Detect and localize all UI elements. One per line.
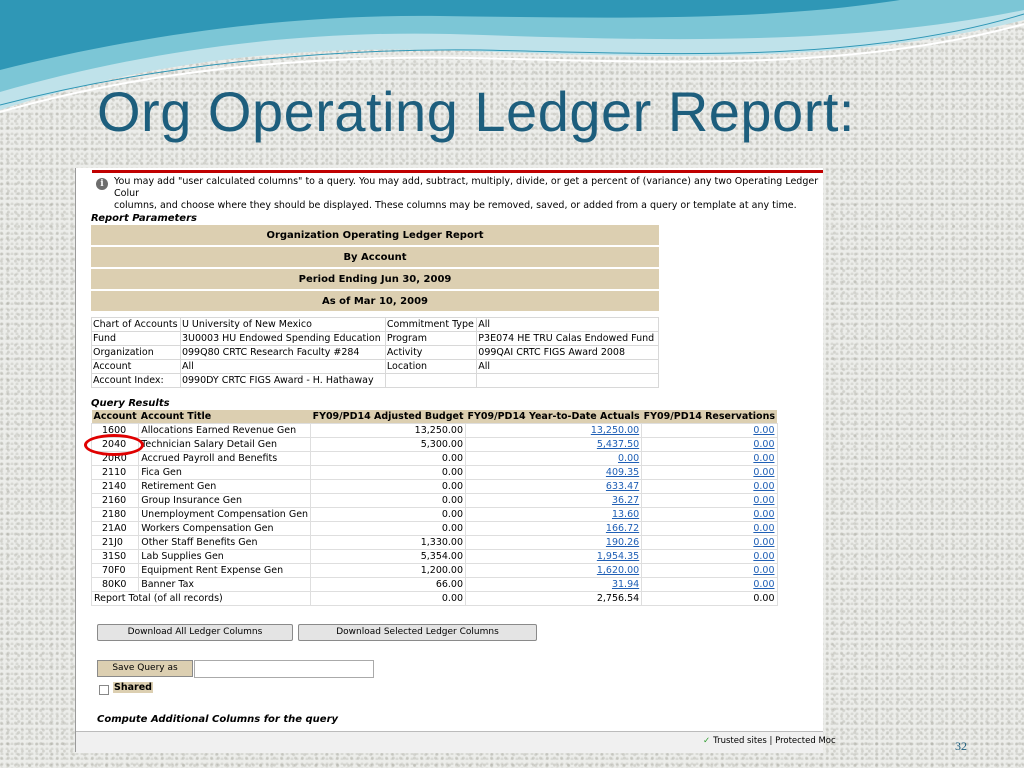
col-header[interactable]: FY09/PD14 Reservations xyxy=(643,411,775,422)
total-label: Report Total (of all records) xyxy=(92,592,311,606)
account-title: Fica Gen xyxy=(139,466,311,480)
adjusted-budget: 5,300.00 xyxy=(311,438,466,452)
col-header[interactable]: FY09/PD14 Adjusted Budget xyxy=(312,411,464,422)
account-code: 20R0 xyxy=(92,452,139,466)
ytd-actuals[interactable] xyxy=(466,438,642,452)
reservations[interactable] xyxy=(642,438,777,452)
param-value: All xyxy=(477,318,659,332)
reservations[interactable] xyxy=(642,452,777,466)
reservations[interactable] xyxy=(642,522,777,536)
account-code: 80K0 xyxy=(92,578,139,592)
report-parameters-heading: Report Parameters xyxy=(91,213,197,224)
ytd-actuals[interactable] xyxy=(466,424,642,438)
table-row xyxy=(92,508,778,522)
reservations-link[interactable]: 0.00 xyxy=(753,523,775,534)
total-row xyxy=(92,592,778,606)
col-header[interactable]: Account xyxy=(93,411,137,422)
param-value: 3U0003 HU Endowed Spending Education xyxy=(180,332,385,346)
adjusted-budget: 66.00 xyxy=(311,578,466,592)
ytd-actuals[interactable] xyxy=(466,480,642,494)
download-selected-button[interactable]: Download Selected Ledger Columns xyxy=(298,624,537,641)
reservations-link[interactable]: 0.00 xyxy=(753,537,775,548)
table-row xyxy=(92,424,778,438)
ytd-actuals[interactable] xyxy=(466,522,642,536)
results-body xyxy=(92,424,778,592)
ytd-actuals-link[interactable]: 633.47 xyxy=(605,481,640,492)
account-code: 1600 xyxy=(92,424,139,438)
ytd-actuals[interactable] xyxy=(466,550,642,564)
account-code: 21A0 xyxy=(92,522,139,536)
ytd-actuals[interactable] xyxy=(466,536,642,550)
param-label: Chart of Accounts xyxy=(92,318,181,332)
reservations[interactable] xyxy=(642,424,777,438)
ytd-actuals-link[interactable]: 0.00 xyxy=(618,453,640,464)
param-value: U University of New Mexico xyxy=(180,318,385,332)
compute-columns-heading: Compute Additional Columns for the query xyxy=(97,714,339,725)
ytd-actuals-link[interactable]: 166.72 xyxy=(605,523,640,534)
account-title: Retirement Gen xyxy=(139,480,311,494)
banner-line: Period Ending Jun 30, 2009 xyxy=(91,268,659,290)
reservations-link[interactable]: 0.00 xyxy=(753,439,775,450)
param-label: Account Index: xyxy=(92,374,181,388)
reservations-link[interactable]: 0.00 xyxy=(753,453,775,464)
notice-text: You may add "user calculated columns" to a query. You may add, subtract, multiply, divide, or get a percent of (variance) any two Operating Ledger Colur columns, and choose where they should be displayed. These columns may be removed, saved, or added from a query or template at any time. xyxy=(114,176,819,211)
ytd-actuals-link[interactable]: 409.35 xyxy=(605,467,640,478)
param-row xyxy=(92,360,659,374)
reservations[interactable] xyxy=(642,550,777,564)
table-row xyxy=(92,536,778,550)
table-row xyxy=(92,480,778,494)
reservations[interactable] xyxy=(642,466,777,480)
reservations-link[interactable]: 0.00 xyxy=(753,551,775,562)
reservations[interactable] xyxy=(642,480,777,494)
param-label: Organization xyxy=(92,346,181,360)
ytd-actuals-link[interactable]: 31.94 xyxy=(611,579,640,590)
ytd-actuals[interactable] xyxy=(466,564,642,578)
account-title: Lab Supplies Gen xyxy=(139,550,311,564)
table-row xyxy=(92,522,778,536)
adjusted-budget: 0.00 xyxy=(311,508,466,522)
banner-line: Organization Operating Ledger Report xyxy=(91,225,659,246)
account-code: 70F0 xyxy=(92,564,139,578)
account-title: Banner Tax xyxy=(139,578,311,592)
param-label: Location xyxy=(385,360,476,374)
status-text: Trusted sites | Protected Moc xyxy=(713,736,836,746)
adjusted-budget: 1,330.00 xyxy=(311,536,466,550)
param-value: All xyxy=(477,360,659,374)
param-label: Fund xyxy=(92,332,181,346)
ytd-actuals-link[interactable]: 1,620.00 xyxy=(596,565,640,576)
param-value: 099Q80 CRTC Research Faculty #284 xyxy=(180,346,385,360)
table-row xyxy=(92,550,778,564)
account-code: 2040 xyxy=(92,438,139,452)
param-label: Account xyxy=(92,360,181,374)
param-row xyxy=(92,332,659,346)
slide-title: Org Operating Ledger Report: xyxy=(97,80,855,143)
reservations[interactable] xyxy=(642,508,777,522)
adjusted-budget: 5,354.00 xyxy=(311,550,466,564)
reservations[interactable] xyxy=(642,578,777,592)
table-row xyxy=(92,564,778,578)
zone-indicator xyxy=(703,736,836,746)
param-value: 0990DY CRTC FIGS Award - H. Hathaway xyxy=(180,374,385,388)
browser-screenshot xyxy=(75,168,836,752)
reservations-link[interactable]: 0.00 xyxy=(753,565,775,576)
ytd-actuals-link[interactable]: 13,250.00 xyxy=(590,425,640,436)
download-all-button[interactable]: Download All Ledger Columns xyxy=(97,624,293,641)
ytd-actuals[interactable] xyxy=(466,466,642,480)
account-code: 2160 xyxy=(92,494,139,508)
account-code: 2140 xyxy=(92,480,139,494)
adjusted-budget: 13,250.00 xyxy=(311,424,466,438)
param-label: Commitment Type xyxy=(385,318,476,332)
total-actuals: 2,756.54 xyxy=(466,592,642,606)
account-title: Other Staff Benefits Gen xyxy=(139,536,311,550)
table-row xyxy=(92,466,778,480)
account-title: Technician Salary Detail Gen xyxy=(139,438,311,452)
reservations[interactable] xyxy=(642,494,777,508)
status-bar xyxy=(76,731,836,753)
param-value: P3E074 HE TRU Calas Endowed Fund xyxy=(477,332,659,346)
adjusted-budget: 0.00 xyxy=(311,480,466,494)
adjusted-budget: 0.00 xyxy=(311,452,466,466)
adjusted-budget: 0.00 xyxy=(311,522,466,536)
ytd-actuals-link[interactable]: 5,437.50 xyxy=(596,439,640,450)
ytd-actuals-link[interactable]: 36.27 xyxy=(611,495,640,506)
table-row xyxy=(92,438,778,452)
reservations[interactable] xyxy=(642,536,777,550)
total-budget: 0.00 xyxy=(311,592,466,606)
banner-line: By Account xyxy=(91,246,659,268)
results-header-row xyxy=(92,410,778,424)
page-number: 32 xyxy=(955,739,967,753)
param-value: All xyxy=(180,360,385,374)
account-title: Workers Compensation Gen xyxy=(139,522,311,536)
account-code: 21J0 xyxy=(92,536,139,550)
account-code: 31S0 xyxy=(92,550,139,564)
account-title: Accrued Payroll and Benefits xyxy=(139,452,311,466)
table-row xyxy=(92,578,778,592)
param-value xyxy=(477,374,659,388)
highlight-circle xyxy=(84,434,144,456)
account-title: Group Insurance Gen xyxy=(139,494,311,508)
adjusted-budget: 0.00 xyxy=(311,466,466,480)
query-results-heading: Query Results xyxy=(91,398,170,409)
info-icon: i xyxy=(96,178,108,190)
adjusted-budget: 1,200.00 xyxy=(311,564,466,578)
ytd-actuals[interactable] xyxy=(466,508,642,522)
results-table xyxy=(91,410,778,606)
param-value: 099QAI CRTC FIGS Award 2008 xyxy=(477,346,659,360)
account-code: 2110 xyxy=(92,466,139,480)
reservations-link[interactable]: 0.00 xyxy=(753,495,775,506)
account-title: Unemployment Compensation Gen xyxy=(139,508,311,522)
total-reservations: 0.00 xyxy=(642,592,777,606)
param-label xyxy=(385,374,476,388)
table-row xyxy=(92,452,778,466)
ytd-actuals[interactable] xyxy=(466,494,642,508)
col-header[interactable]: Account Title xyxy=(139,410,311,424)
param-row xyxy=(92,318,659,332)
param-label: Program xyxy=(385,332,476,346)
ytd-actuals-link[interactable]: 1,954.35 xyxy=(596,551,640,562)
ytd-actuals-link[interactable]: 13.60 xyxy=(611,509,640,520)
account-code: 2180 xyxy=(92,508,139,522)
reservations-link[interactable]: 0.00 xyxy=(753,481,775,492)
account-title: Allocations Earned Revenue Gen xyxy=(139,424,311,438)
save-query-button[interactable]: Save Query as xyxy=(97,660,193,677)
reservations-link[interactable]: 0.00 xyxy=(753,579,775,590)
param-row xyxy=(92,374,659,388)
reservations-link[interactable]: 0.00 xyxy=(753,509,775,520)
adjusted-budget: 0.00 xyxy=(311,494,466,508)
ytd-actuals[interactable] xyxy=(466,578,642,592)
shared-label: Shared xyxy=(114,682,152,693)
check-icon: ✓ xyxy=(703,736,711,746)
reservations-link[interactable]: 0.00 xyxy=(753,467,775,478)
param-label: Activity xyxy=(385,346,476,360)
table-row xyxy=(92,494,778,508)
shared-checkbox[interactable] xyxy=(99,685,109,695)
report-banner xyxy=(91,225,659,313)
ytd-actuals-link[interactable]: 190.26 xyxy=(605,537,640,548)
reservations-link[interactable]: 0.00 xyxy=(753,425,775,436)
query-name-input[interactable] xyxy=(194,660,374,678)
col-header[interactable]: FY09/PD14 Year-to-Date Actuals xyxy=(467,411,640,422)
param-row xyxy=(92,346,659,360)
banner-line: As of Mar 10, 2009 xyxy=(91,290,659,312)
header-divider xyxy=(92,170,823,173)
ytd-actuals[interactable] xyxy=(466,452,642,466)
reservations[interactable] xyxy=(642,564,777,578)
parameters-table xyxy=(91,317,659,388)
account-title: Equipment Rent Expense Gen xyxy=(139,564,311,578)
